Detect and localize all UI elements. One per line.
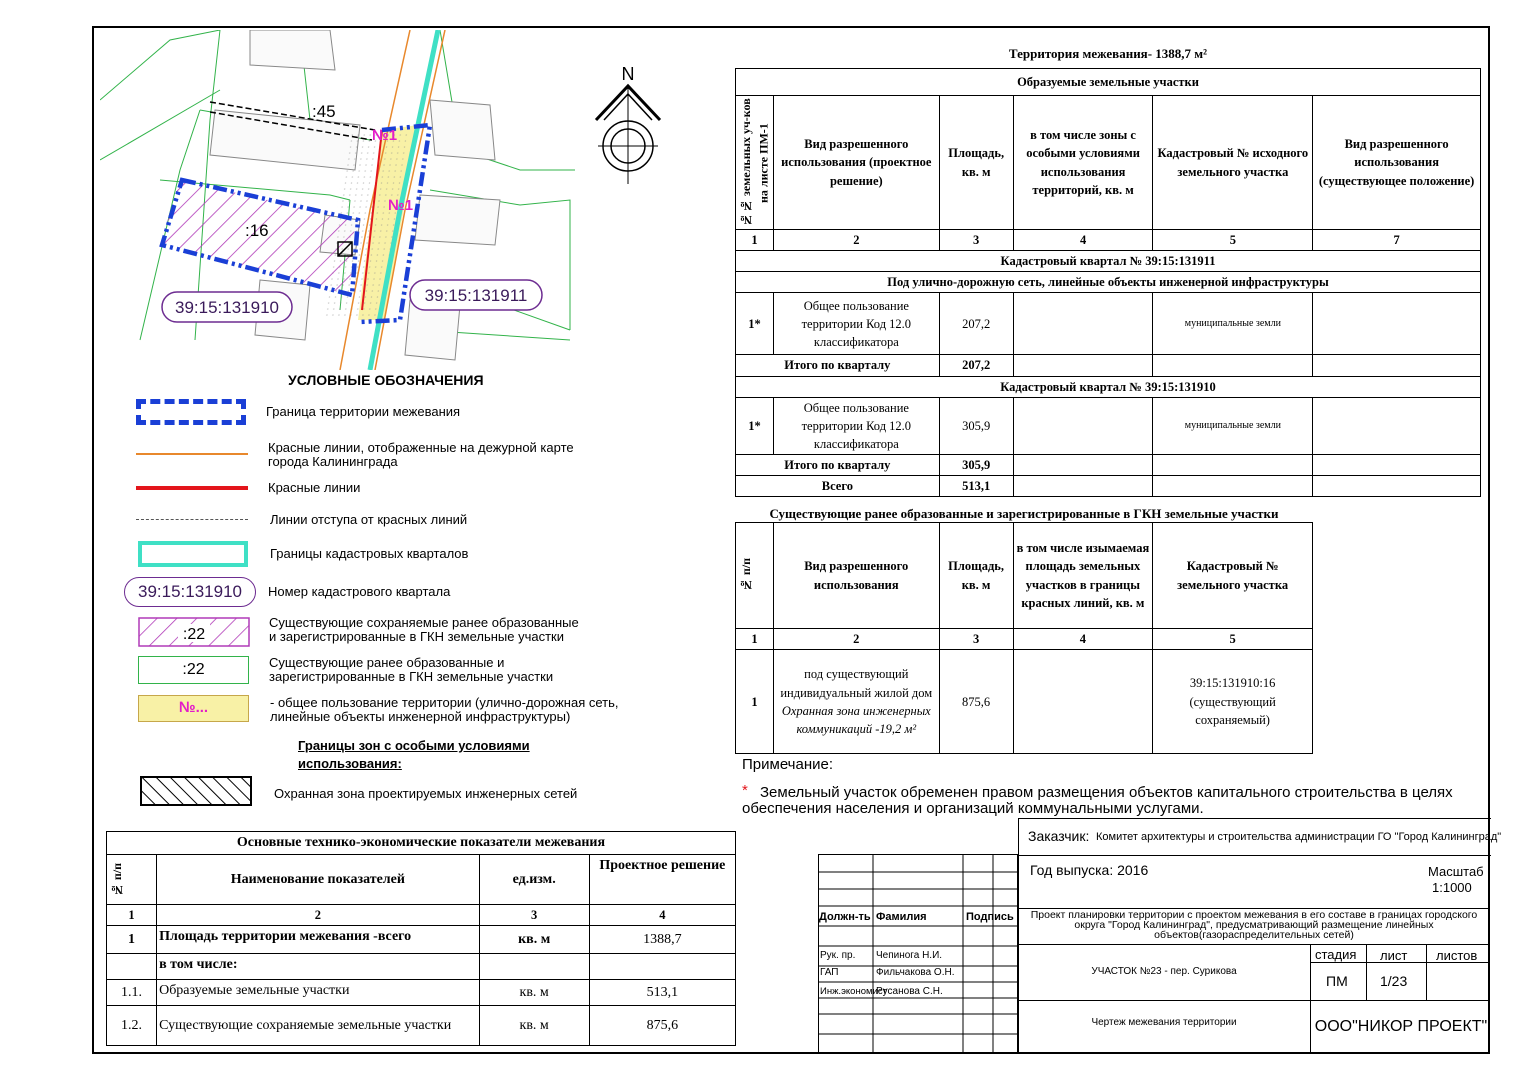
section-title: Под улично-дорожную сеть, линейные объекты инженерной инфраструктуры bbox=[736, 272, 1481, 293]
legend-item-orange-line: Красные линии, отображенные на дежурной карте города Калининграда bbox=[268, 440, 574, 469]
project-name: Проект планировки территории с проектом межевания в его составе в границах городского округа "Город Калининград", предусматривающий размещение линейных объектов(газораспределительных сетей) bbox=[1030, 909, 1478, 941]
legend-hatch-label: :22 bbox=[182, 626, 206, 643]
header-cell: № п/п bbox=[736, 523, 774, 629]
legend-item-red-line: Красные линии bbox=[268, 480, 361, 495]
col-number: 2 bbox=[157, 905, 480, 926]
label-zone-no1-a: №1 bbox=[372, 127, 398, 144]
col-number: 3 bbox=[479, 905, 589, 926]
legend-item-kept-parcels: Существующие сохраняемые ранее образованные и зарегистрированные в ГКН земельные участки bbox=[269, 615, 579, 644]
col-number: 4 bbox=[1013, 629, 1153, 650]
site-map bbox=[100, 30, 580, 370]
staff-role: Инж.экономист bbox=[820, 986, 887, 997]
legend-yellow-sample: №... bbox=[138, 695, 249, 722]
header-cell: Кадастровый № земельного участка bbox=[1153, 523, 1313, 629]
col-number: 4 bbox=[589, 905, 735, 926]
note-star: * bbox=[742, 782, 748, 799]
col-number: 4 bbox=[1013, 230, 1153, 251]
existing-table-title: Существующие ранее образованные и зарегистрированные в ГКН земельные участки bbox=[769, 506, 1279, 521]
quarter-title: Кадастровый квартал № 39:15:131910 bbox=[736, 376, 1481, 397]
col-number: 2 bbox=[773, 629, 939, 650]
staff-role: Рук. пр. bbox=[820, 950, 856, 961]
legend-item-setback: Линии отступа от красных линий bbox=[270, 512, 468, 527]
col-number: 7 bbox=[1313, 230, 1481, 251]
company-name: ООО"НИКОР ПРОЕКТ" bbox=[1314, 1018, 1488, 1035]
site-name: УЧАСТОК №23 - пер. Сурикова bbox=[1091, 966, 1237, 977]
header-cell: Проектное решение bbox=[589, 855, 735, 905]
note-title: Примечание: bbox=[742, 756, 833, 773]
header-cell: ед.изм. bbox=[479, 855, 589, 905]
north-label: N bbox=[621, 64, 635, 84]
table-row: 1* Общее пользование территории Код 12.0 классификатора 305,9 муниципальные земли bbox=[736, 397, 1481, 454]
col-number: 5 bbox=[1153, 629, 1313, 650]
stamp-col-role: Должн-ть bbox=[819, 911, 871, 923]
label-quarter-a: 39:15:131910 bbox=[175, 298, 279, 317]
col-number: 3 bbox=[939, 230, 1013, 251]
col-number: 5 bbox=[1153, 230, 1313, 251]
legend-red-sample bbox=[136, 486, 248, 490]
col-number: 1 bbox=[107, 905, 157, 926]
tep-table bbox=[106, 831, 736, 1046]
customer-name: Комитет архитектуры и строительства администрации ГО "Город Калининград" bbox=[1096, 831, 1502, 843]
stage-label: стадия bbox=[1315, 947, 1357, 962]
legend-orange-sample bbox=[136, 453, 248, 455]
sheets-label: листов bbox=[1436, 948, 1478, 963]
legend-item-quarter-number: Номер кадастрового квартала bbox=[268, 584, 451, 599]
legend-dashed-sample bbox=[136, 519, 248, 520]
scale-value: 1:1000 bbox=[1432, 880, 1472, 895]
table-row: в том числе: bbox=[107, 954, 736, 980]
table-row: 1.1. Образуемые земельные участки кв. м 513,1 bbox=[107, 980, 736, 1006]
title-block bbox=[818, 818, 1502, 1054]
table-row: Итого по кварталу 207,2 bbox=[736, 355, 1481, 376]
label-zone-no1-b: №1 bbox=[388, 197, 414, 214]
staff-name: Русанова С.Н. bbox=[876, 986, 943, 997]
header-cell: №№ земельных уч-ков на листе ПМ-1 bbox=[736, 96, 774, 230]
header-cell: в том числе зоны с особыми условиями использования территорий, кв. м bbox=[1013, 96, 1153, 230]
table-row: 1 под существующий индивидуальный жилой дом Охранная зона инженерных коммуникаций -19,2 м² 875,6 39:15:131910:16 (существующий сохраняемый) bbox=[736, 650, 1313, 754]
col-number: 1 bbox=[736, 629, 774, 650]
tep-table-title: Основные технико-экономические показатели межевания bbox=[107, 832, 736, 855]
header-cell: Площадь, кв. м bbox=[939, 96, 1013, 230]
legend-item-common-use: - общее пользование территории (улично-дорожная сеть, линейные объекты инженерной инфраструктуры) bbox=[270, 695, 619, 724]
north-arrow-icon bbox=[590, 62, 666, 186]
legend-boundary-sample bbox=[136, 399, 246, 425]
header-cell: Вид разрешенного использования bbox=[773, 523, 939, 629]
staff-name: Фильчакова О.Н. bbox=[876, 967, 955, 978]
sheet-label: лист bbox=[1380, 948, 1408, 963]
table-row: Итого по кварталу 305,9 bbox=[736, 455, 1481, 476]
table-row: 1* Общее пользование территории Код 12.0 классификатора 207,2 муниципальные земли bbox=[736, 293, 1481, 355]
header-cell: Наименование показателей bbox=[157, 855, 480, 905]
release-year: Год выпуска: 2016 bbox=[1030, 862, 1149, 878]
legend-quarter-sample: 39:15:131910 bbox=[124, 577, 256, 607]
main-table bbox=[735, 68, 1481, 497]
customer-label: Заказчик: bbox=[1028, 828, 1090, 844]
stamp-col-name: Фамилия bbox=[876, 911, 927, 923]
legend-item-boundary: Граница территории межевания bbox=[266, 404, 461, 419]
staff-name: Чепинога Н.И. bbox=[876, 950, 943, 961]
drawing-name: Чертеж межевания территории bbox=[1091, 1017, 1237, 1028]
table-row: 1.2. Существующие сохраняемые земельные участки кв. м 875,6 bbox=[107, 1006, 736, 1046]
header-cell: Вид разрешенного использования (проектное решение) bbox=[773, 96, 939, 230]
table-row: 1 Площадь территории межевания -всего кв. м 1388,7 bbox=[107, 926, 736, 954]
header-cell: № п/п bbox=[107, 855, 157, 905]
legend-hatch-sample bbox=[138, 617, 250, 647]
col-number: 1 bbox=[736, 230, 774, 251]
label-parcel-45: :45 bbox=[312, 102, 336, 121]
col-number: 3 bbox=[939, 629, 1013, 650]
label-quarter-b: 39:15:131911 bbox=[424, 286, 528, 305]
legend-item-protection-zone: Охранная зона проектируемых инженерных сетей bbox=[274, 786, 578, 801]
sheet-value: 1/23 bbox=[1380, 973, 1408, 989]
legend-item-existing-parcels: Существующие ранее образованные и зарегистрированные в ГКН земельные участки bbox=[269, 655, 554, 684]
header-cell: Площадь, кв. м bbox=[939, 523, 1013, 629]
main-table-subtitle: Образуемые земельные участки bbox=[736, 69, 1481, 96]
header-cell: Кадастровый № исходного земельного участка bbox=[1153, 96, 1313, 230]
stamp-col-sign: Подпись bbox=[966, 911, 1014, 923]
staff-role: ГАП bbox=[820, 967, 839, 978]
legend-zones-title: Границы зон с особыми условиями использования: bbox=[298, 738, 530, 771]
scale-label: Масштаб bbox=[1428, 864, 1484, 879]
legend-title: УСЛОВНЫЕ ОБОЗНАЧЕНИЯ bbox=[288, 372, 484, 388]
col-number: 2 bbox=[773, 230, 939, 251]
header-cell: в том числе изымаемая площадь земельных участков в границы красных линий, кв. м bbox=[1013, 523, 1153, 629]
legend-item-quarters: Границы кадастровых кварталов bbox=[270, 546, 469, 561]
existing-table bbox=[735, 522, 1313, 754]
table-row: Всего 513,1 bbox=[736, 476, 1481, 497]
label-parcel-16: :16 bbox=[245, 221, 269, 240]
legend-green-sample: :22 bbox=[138, 656, 249, 684]
quarter-title: Кадастровый квартал № 39:15:131911 bbox=[736, 251, 1481, 272]
main-table-title: Территория межевания- 1388,7 м² bbox=[1008, 46, 1208, 61]
stage-value: ПМ bbox=[1326, 973, 1348, 989]
legend-protection-zone-sample bbox=[140, 776, 252, 806]
header-cell: Вид разрешенного использования (существующее положение) bbox=[1313, 96, 1481, 230]
legend-cyan-sample bbox=[138, 541, 248, 567]
note-text: Земельный участок обременен правом размещения объектов капитального строительства в целях обеспечения населения и организаций коммунальными услугами. bbox=[742, 784, 1453, 817]
